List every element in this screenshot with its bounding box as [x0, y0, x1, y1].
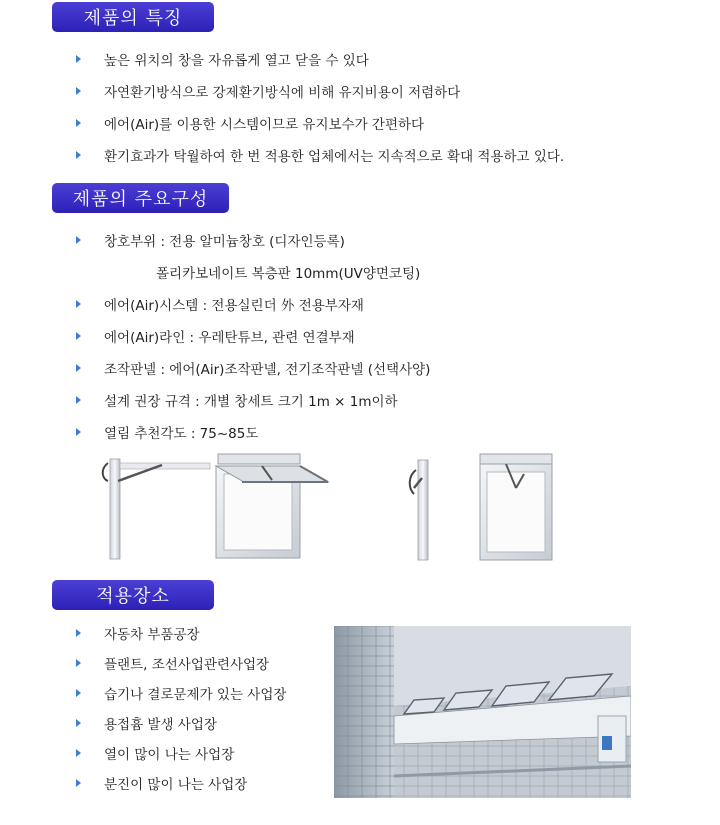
- components-list: [76, 224, 431, 448]
- components-title: 제품의 주요구성: [52, 183, 229, 213]
- list-item-subline: 폴리카보네이트 복층판 10mm(UV양면코팅): [156, 266, 421, 282]
- bullet-icon: [76, 87, 81, 95]
- list-item: 열림 추천각도 : 75~85도: [76, 416, 420, 448]
- list-item: 창호부위 : 전용 알미늄창호 (디자인등록): [76, 224, 420, 256]
- list-item: 에어(Air)라인 : 우레탄튜브, 관련 연결부재: [76, 320, 420, 352]
- bullet-icon: [76, 659, 81, 667]
- cylinder-detail-illustration: [402, 458, 442, 562]
- bullet-icon: [76, 689, 81, 697]
- applications-title: 적용장소: [52, 580, 214, 610]
- bullet-icon: [76, 119, 81, 127]
- bullet-icon: [76, 332, 81, 340]
- closed-window-illustration: [476, 452, 556, 564]
- bullet-icon: [76, 629, 81, 637]
- bullet-icon: [76, 151, 81, 159]
- features-title: 제품의 특징: [52, 2, 214, 32]
- bullet-icon: [76, 236, 81, 244]
- bullet-icon: [76, 779, 81, 787]
- list-item: 에어(Air)시스템 : 전용실린더 外 전용부자재: [76, 288, 420, 320]
- bullet-icon: [76, 396, 81, 404]
- bullet-icon: [76, 364, 81, 372]
- bullet-icon: [76, 749, 81, 757]
- bullet-icon: [76, 428, 81, 436]
- bullet-icon: [76, 719, 81, 727]
- building-application-photo: [334, 626, 631, 798]
- cylinder-side-view-illustration: [100, 455, 215, 563]
- list-item: 설계 권장 규격 : 개별 창세트 크기 1m × 1m이하: [76, 384, 420, 416]
- bullet-icon: [76, 300, 81, 308]
- open-window-illustration: [212, 452, 332, 562]
- bullet-icon: [76, 55, 81, 63]
- list-item: 조작판넬 : 에어(Air)조작판넬, 전기조작판넬 (선택사양): [76, 352, 420, 384]
